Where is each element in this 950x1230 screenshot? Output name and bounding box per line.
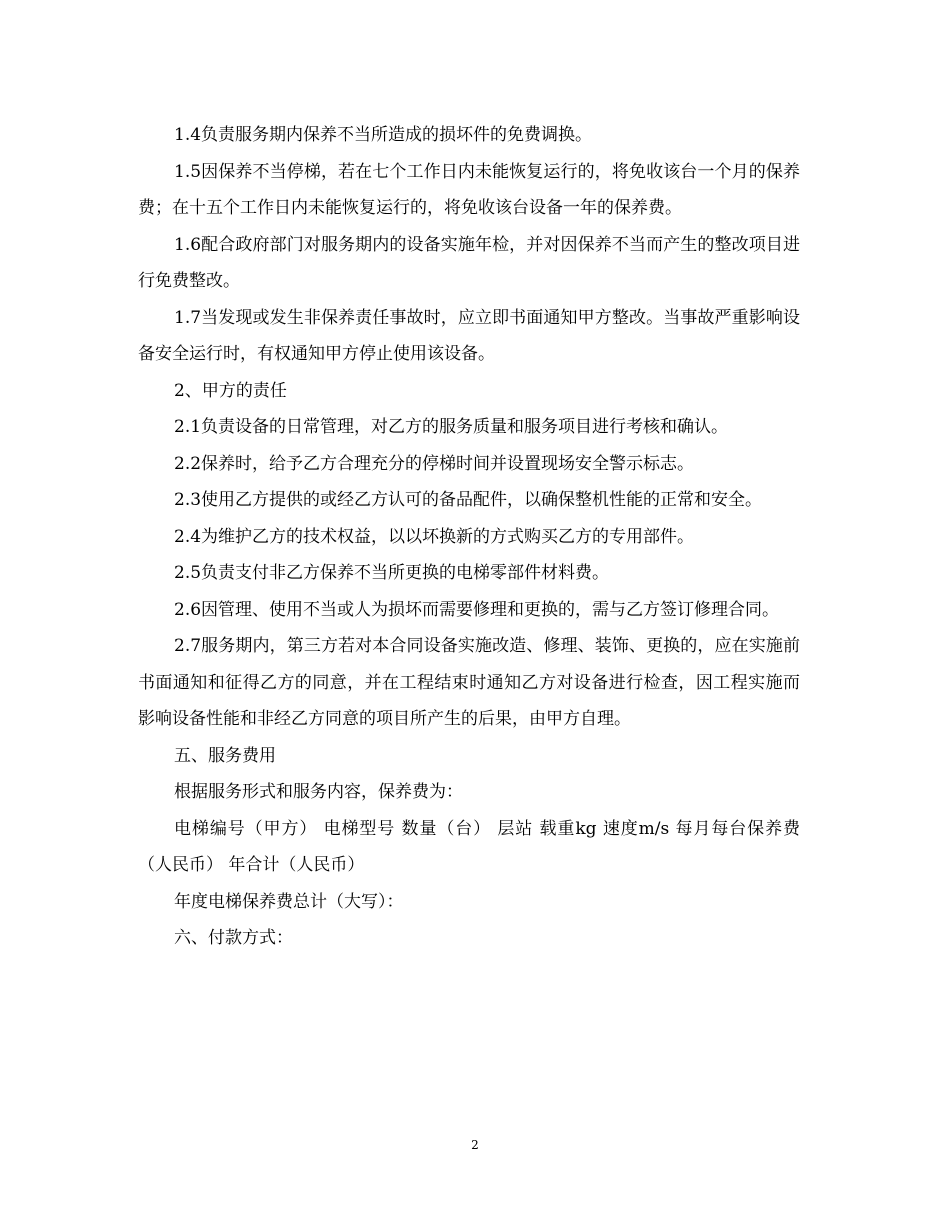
paragraph-1-4: 1.4负责服务期内保养不当所造成的损坏件的免费调换。 xyxy=(174,125,593,145)
paragraph-2-4: 2.4为维护乙方的技术权益，以以坏换新的方式购买乙方的专用部件。 xyxy=(174,526,695,547)
paragraph-annual-total: 年度电梯保养费总计（大写）： xyxy=(174,891,404,912)
paragraph-2-2: 2.2保养时，给予乙方合理充分的停梯时间并设置现场安全警示标志。 xyxy=(174,453,695,474)
paragraph-2-6: 2.6因管理、使用不当或人为损坏而需要修理和更换的，需与乙方签订修理合同。 xyxy=(174,599,780,620)
page-number: 2 xyxy=(471,1138,479,1152)
paragraph-2-5: 2.5负责支付非乙方保养不当所更换的电梯零部件材料费。 xyxy=(174,563,610,583)
document-body xyxy=(138,117,800,957)
paragraph-1-7: 1.7当发现或发生非保养责任事故时，应立即书面通知甲方整改。当事故严重影响设备安全运行时，有权通知甲方停止使用该设备。 xyxy=(138,307,800,364)
section-heading-party-a: 2、甲方的责任 xyxy=(174,380,287,401)
section-heading-payment: 六、付款方式： xyxy=(174,928,293,948)
paragraph-1-6: 1.6配合政府部门对服务期内的设备实施年检，并对因保养不当而产生的整改项目进行免费整改。 xyxy=(138,234,800,291)
section-heading-service-fee: 五、服务费用 xyxy=(174,745,276,766)
paragraph-2-7: 2.7服务期内，第三方若对本合同设备实施改造、修理、装饰、更换的，应在实施前书面通知和征得乙方的同意，并在工程结束时通知乙方对设备进行检查，因工程实施而影响设备性能和非经乙方同意的项目所产生的后果，由甲方自理。 xyxy=(138,636,800,729)
paragraph-2-1: 2.1负责设备的日常管理，对乙方的服务质量和服务项目进行考核和确认。 xyxy=(174,417,729,437)
paragraph-2-3: 2.3使用乙方提供的或经乙方认可的备品配件，以确保整机性能的正常和安全。 xyxy=(174,490,763,510)
paragraph-fee-columns: 电梯编号（甲方） 电梯型号 数量（台） 层站 载重kg 速度m/s 每月每台保养费（人民币） 年合计（人民币） xyxy=(138,818,800,875)
paragraph-1-5: 1.5因保养不当停梯，若在七个工作日内未能恢复运行的，将免收该台一个月的保养费；在十五个工作日内未能恢复运行的，将免收该台设备一年的保养费。 xyxy=(138,161,800,218)
paragraph-fee-intro: 根据服务形式和服务内容，保养费为： xyxy=(174,782,463,802)
